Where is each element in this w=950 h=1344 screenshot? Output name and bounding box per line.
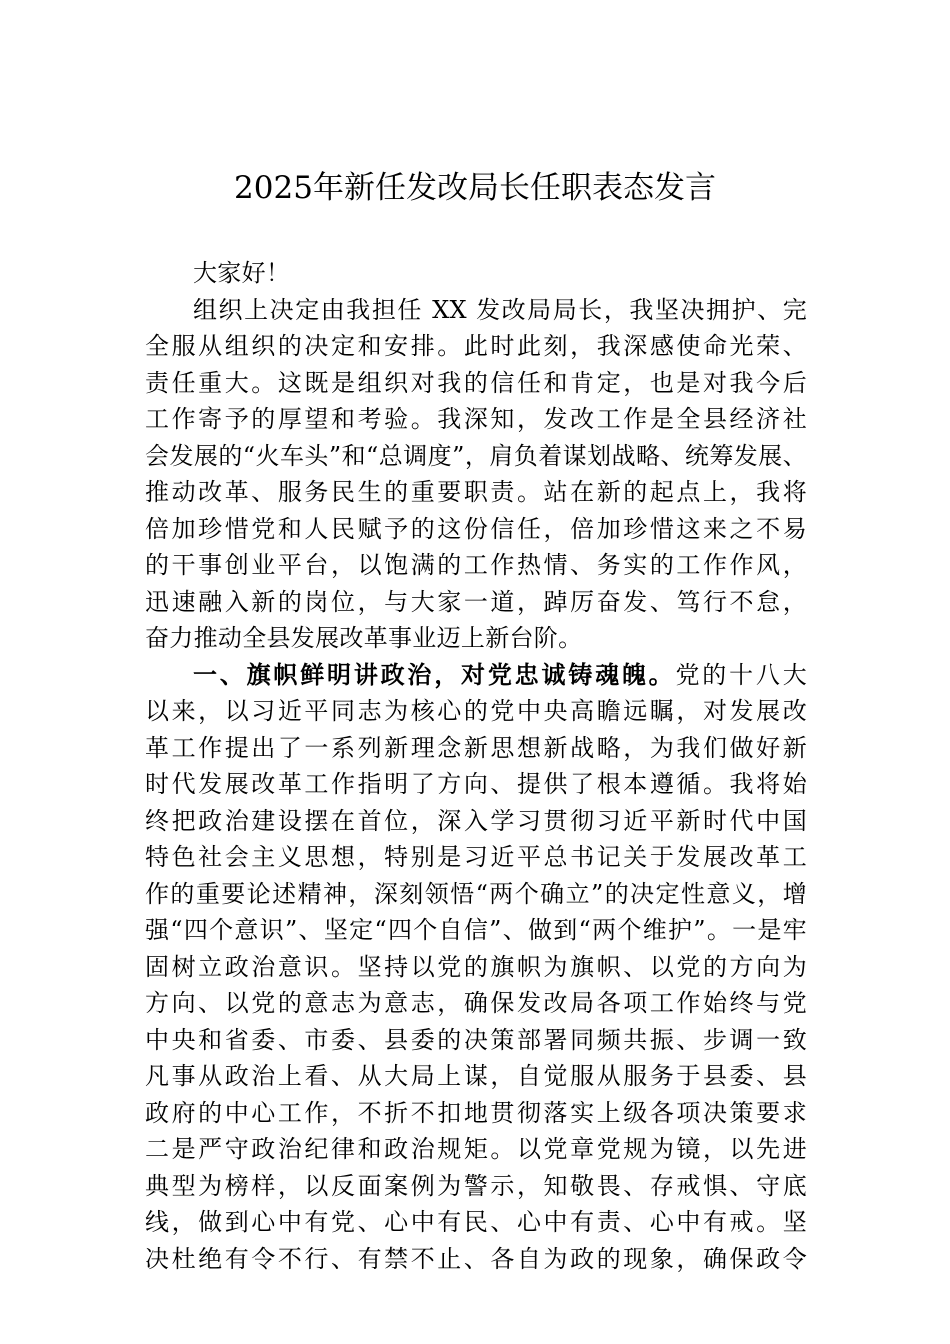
paragraph-line: 革工作提出了一系列新理念新思想新战略，为我们做好新 <box>145 733 807 762</box>
paragraph-line: 全服从组织的决定和安排。此时此刻，我深感使命光荣、 <box>145 332 807 360</box>
paragraph-line: 责任重大。这既是组织对我的信任和肯定，也是对我今后 <box>145 368 807 397</box>
paragraph-line: 二是严守政治纪律和政治规矩。以党章党规为镜，以先进 <box>145 1135 807 1163</box>
paragraph-line: 线，做到心中有党、心中有民、心中有责、心中有戒。坚 <box>145 1208 807 1236</box>
paragraph-line: 推动改革、服务民生的重要职责。站在新的起点上，我将 <box>145 478 807 506</box>
paragraph-line: 典型为榜样，以反面案例为警示，知敬畏、存戒惧、守底 <box>145 1171 807 1200</box>
paragraph-line: 强“四个意识”、坚定“四个自信”、做到“两个维护”。一是牢 <box>145 916 807 944</box>
paragraph-line: 的干事创业平台，以饱满的工作热情、务实的工作作风， <box>145 551 807 579</box>
paragraph-line: 时代发展改革工作指明了方向、提供了根本遵循。我将始 <box>145 770 807 798</box>
paragraph-line: 特色社会主义思想，特别是习近平总书记关于发展改革工 <box>145 843 807 871</box>
section-heading: 一、旗帜鲜明讲政治，对党忠诚铸魂魄。 <box>193 659 676 689</box>
paragraph-line: 凡事从政治上看、从大局上谋，自觉服从服务于县委、县 <box>145 1062 807 1090</box>
paragraph-line: 迅速融入新的岗位，与大家一道，踔厉奋发、笃行不怠， <box>145 587 807 616</box>
paragraph-line: 工作寄予的厚望和考验。我深知，发改工作是全县经济社 <box>145 405 807 433</box>
section-heading-line <box>145 657 807 694</box>
paragraph-line: 组织上决定由我担任 XX 发改局局长，我坚决拥护、完 <box>193 295 807 324</box>
paragraph-line: 方向、以党的意志为意志，确保发改局各项工作始终与党 <box>145 989 807 1017</box>
paragraph-line: 中央和省委、市委、县委的决策部署同频共振、步调一致 <box>145 1025 807 1054</box>
paragraph-line: 作的重要论述精神，深刻领悟“两个确立”的决定性意义，增 <box>145 879 807 908</box>
paragraph-line: 会发展的“火车头”和“总调度”，肩负着谋划战略、统筹发展、 <box>145 441 807 470</box>
paragraph-line: 决杜绝有令不行、有禁不止、各自为政的现象，确保政令 <box>145 1244 807 1273</box>
paragraph-line: 固树立政治意识。坚持以党的旗帜为旗帜、以党的方向为 <box>145 952 807 981</box>
paragraph-line: 奋力推动全县发展改革事业迈上新台阶。 <box>145 624 583 652</box>
greeting-line: 大家好！ <box>193 259 291 287</box>
paragraph-line: 政府的中心工作，不折不扣地贯彻落实上级各项决策要求 <box>145 1098 807 1127</box>
paragraph-line: 以来，以习近平同志为核心的党中央高瞻远瞩，对发展改 <box>145 697 807 725</box>
paragraph-line: 倍加珍惜党和人民赋予的这份信任，倍加珍惜这来之不易 <box>145 514 807 543</box>
document-title: 2025年新任发改局长任职表态发言 <box>234 170 716 206</box>
paragraph-line: 终把政治建设摆在首位，深入学习贯彻习近平新时代中国 <box>145 806 807 835</box>
section-heading-rest: 党的十八大 <box>675 660 808 689</box>
document-body <box>145 255 807 1277</box>
